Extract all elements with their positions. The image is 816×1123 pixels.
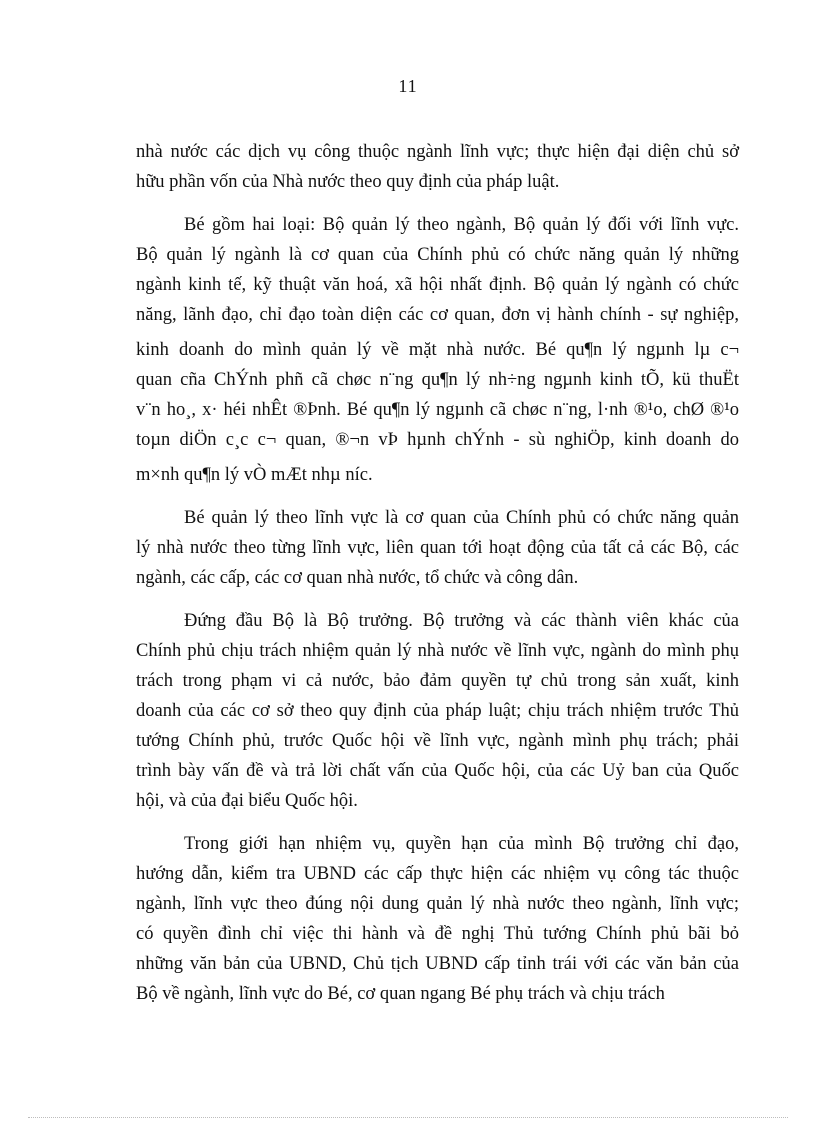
paragraph-line: nhà nước các dịch vụ công thuộc ngành lĩnh vực; thực hiện đại diện chủ sở <box>136 142 739 162</box>
paragraph-line: tướng Chính phủ, trước Quốc hội về lĩnh vực, ngành mình phụ trách; phải <box>136 731 739 751</box>
paragraph-line: năng, lãnh đạo, chỉ đạo toàn diện các cơ quan, đơn vị hành chính - sự nghiệp, <box>136 305 739 325</box>
paragraph-line: Trong giới hạn nhiệm vụ, quyền hạn của mình Bộ trưởng chỉ đạo, <box>184 834 739 854</box>
paragraph-line: Bộ quản lý ngành là cơ quan của Chính phủ có chức năng quản lý những <box>136 245 739 265</box>
paragraph-line: kinh doanh do mình quản lý về mặt nhà nước. Bé qu¶n lý ngµnh lµ c¬ <box>136 340 739 360</box>
paragraph-3 <box>136 503 739 593</box>
paragraph-line: m×nh qu¶n lý vÒ mÆt nhµ níc. <box>136 465 373 485</box>
paragraph-line: hướng dẫn, kiểm tra UBND các cấp thực hiện các nhiệm vụ công tác thuộc <box>136 864 739 884</box>
paragraph-line: Đứng đầu Bộ là Bộ trưởng. Bộ trưởng và các thành viên khác của <box>184 611 739 631</box>
paragraph-1 <box>136 137 739 197</box>
page-bottom-dotted-rule <box>28 1117 788 1118</box>
paragraph-line: hữu phần vốn của Nhà nước theo quy định của pháp luật. <box>136 172 560 192</box>
paragraph-line: ngành kinh tế, kỹ thuật văn hoá, xã hội nhất định. Bộ quản lý ngành có chức <box>136 275 739 295</box>
paragraph-line: Chính phủ chịu trách nhiệm quản lý nhà nước về lĩnh vực, ngành do mình phụ <box>136 641 739 661</box>
paragraph-line: hội, và của đại biểu Quốc hội. <box>136 791 358 811</box>
paragraph-line: Bộ về ngành, lĩnh vực do Bé, cơ quan ngang Bé phụ trách và chịu trách <box>136 984 665 1004</box>
paragraph-line: có quyền đình chỉ việc thi hành và đề nghị Thủ tướng Chính phủ bãi bỏ <box>136 924 739 944</box>
paragraph-4 <box>136 606 739 816</box>
paragraph-line: v¨n ho¸, x· héi nhÊt ®Þnh. Bé qu¶n lý ngµnh cã chøc n¨ng, l·nh ®¹o, chØ ®¹o <box>136 400 739 420</box>
paragraph-2 <box>136 210 739 490</box>
paragraph-line: ngành, các cấp, các cơ quan nhà nước, tổ chức và công dân. <box>136 568 579 588</box>
paragraph-5 <box>136 829 739 1009</box>
paragraph-line: quan cña ChÝnh phñ cã chøc n¨ng qu¶n lý nh÷ng ngµnh kinh tÕ, kü thuËt <box>136 370 739 390</box>
paragraph-line: doanh của các cơ sở theo quy định của pháp luật; chịu trách nhiệm trước Thủ <box>136 701 739 721</box>
page-number: 11 <box>398 76 418 96</box>
paragraph-line: trách trong phạm vi cả nước, bảo đảm quyền tự chủ trong sản xuất, kinh <box>136 671 739 691</box>
paragraph-line: toµn diÖn c¸c c¬ quan, ®¬n vÞ hµnh chÝnh - sù nghiÖp, kinh doanh do <box>136 430 739 450</box>
paragraph-line: lý nhà nước theo từng lĩnh vực, liên quan tới hoạt động của tất cả các Bộ, các <box>136 538 739 558</box>
paragraph-line: Bé quản lý theo lĩnh vực là cơ quan của Chính phủ có chức năng quản <box>184 508 739 528</box>
paragraph-line: Bé gồm hai loại: Bộ quản lý theo ngành, Bộ quản lý đối với lĩnh vực. <box>184 215 739 235</box>
paragraph-line: ngành, lĩnh vực theo đúng nội dung quản lý nhà nước theo ngành, lĩnh vực; <box>136 894 739 914</box>
document-body <box>136 137 739 1022</box>
paragraph-line: trình bày vấn đề và trả lời chất vấn của Quốc hội, của các Uỷ ban của Quốc <box>136 761 739 781</box>
paragraph-line: những văn bản của UBND, Chủ tịch UBND cấp tỉnh trái với các văn bản của <box>136 954 739 974</box>
